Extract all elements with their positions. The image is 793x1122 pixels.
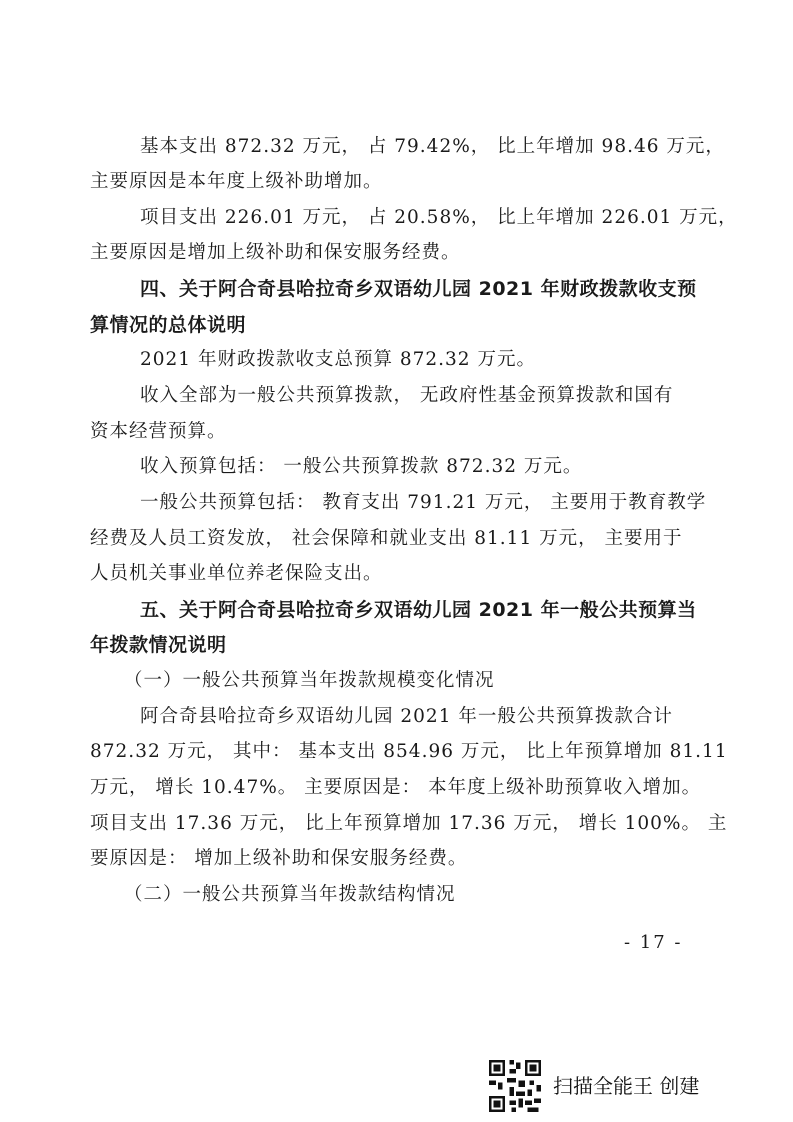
section-heading: 算情况的总体说明 [90, 314, 247, 336]
paragraph-line: 要原因是： 增加上级补助和保安服务经费。 [90, 848, 468, 869]
paragraph-line: 收入预算包括： 一般公共预算拨款 872.32 万元。 [140, 456, 583, 477]
paragraph-line: 万元， 增长 10.47%。 主要原因是： 本年度上级补助预算收入增加。 [90, 777, 702, 798]
subsection-heading: （二）一般公共预算当年拨款结构情况 [124, 884, 456, 905]
paragraph-line: 2021 年财政拨款收支总预算 872.32 万元。 [140, 349, 536, 370]
paragraph-line: 经费及人员工资发放， 社会保障和就业支出 81.11 万元， 主要用于 [90, 528, 683, 549]
scanner-watermark [487, 1058, 717, 1114]
page-number: - 17 - [624, 932, 683, 953]
watermark-text: 扫描全能王 创建 [553, 1074, 700, 1098]
subsection-heading: （一）一般公共预算当年拨款规模变化情况 [124, 670, 495, 691]
section-heading: 四、关于阿合奇县哈拉奇乡双语幼儿园 2021 年财政拨款收支预 [140, 278, 697, 300]
paragraph-line: 项目支出 17.36 万元， 比上年预算增加 17.36 万元， 增长 100%。 主 [90, 813, 728, 834]
section-heading: 年拨款情况说明 [90, 634, 227, 656]
paragraph-line: 收入全部为一般公共预算拨款， 无政府性基金预算拨款和国有 [140, 385, 674, 406]
paragraph-line: 一般公共预算包括： 教育支出 791.21 万元， 主要用于教育教学 [140, 492, 707, 513]
paragraph-line: 阿合奇县哈拉奇乡双语幼儿园 2021 年一般公共预算拨款合计 [140, 706, 673, 727]
paragraph-line: 项目支出 226.01 万元， 占 20.58%， 比上年增加 226.01 万元， [140, 207, 738, 228]
paragraph-line: 人员机关事业单位养老保险支出。 [90, 563, 383, 584]
paragraph-line: 基本支出 872.32 万元， 占 79.42%， 比上年增加 98.46 万元， [140, 136, 725, 157]
qr-code-icon [487, 1058, 543, 1114]
paragraph-line: 资本经营预算。 [90, 421, 227, 442]
section-heading: 五、关于阿合奇县哈拉奇乡双语幼儿园 2021 年一般公共预算当 [140, 599, 697, 621]
paragraph-line: 872.32 万元， 其中： 基本支出 854.96 万元， 比上年预算增加 81.11 [90, 741, 728, 762]
paragraph-line: 主要原因是增加上级补助和保安服务经费。 [90, 242, 461, 263]
paragraph-line: 主要原因是本年度上级补助增加。 [90, 171, 383, 192]
